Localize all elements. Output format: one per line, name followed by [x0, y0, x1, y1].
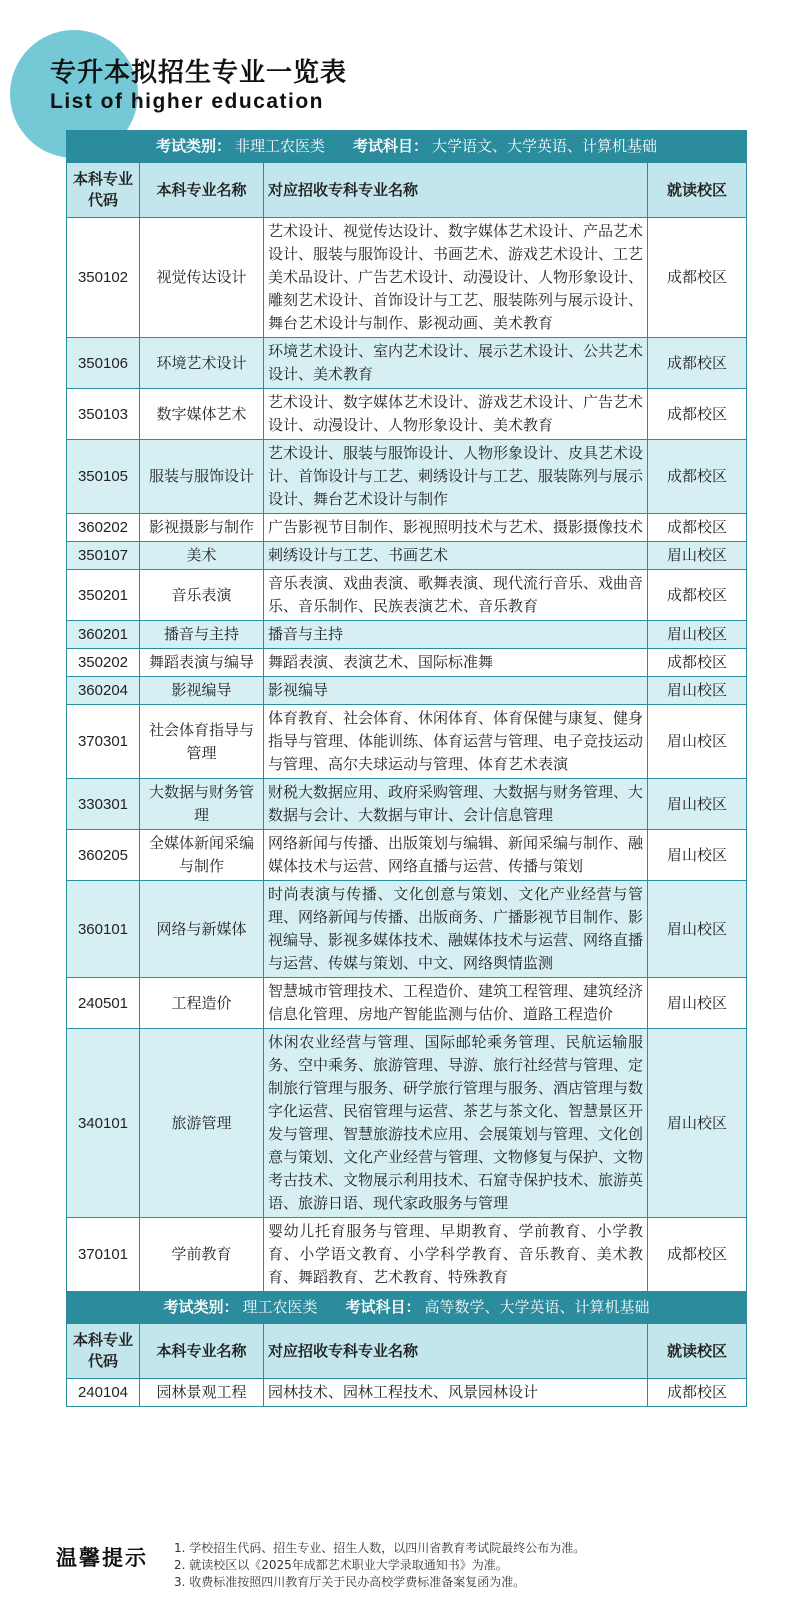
diploma-majors-cell: 财税大数据应用、政府采购管理、大数据与财务管理、大数据与会计、大数据与审计、会计信息管理 [264, 779, 648, 830]
table-row [67, 1379, 747, 1407]
major-name-cell: 工程造价 [140, 978, 264, 1029]
diploma-majors-cell: 网络新闻与传播、出版策划与编辑、新闻采编与制作、融媒体技术与运营、网络直播与运营、传播与策划 [264, 830, 648, 881]
major-name-cell: 大数据与财务管理 [140, 779, 264, 830]
tips-title: 温馨提示 [56, 1546, 148, 1570]
table-row [67, 1029, 747, 1218]
campus-cell: 眉山校区 [648, 779, 747, 830]
major-name-cell: 服装与服饰设计 [140, 440, 264, 514]
major-name-cell: 学前教育 [140, 1218, 264, 1292]
major-code-cell: 350107 [67, 542, 140, 570]
table-row [67, 440, 747, 514]
major-code-cell: 240501 [67, 978, 140, 1029]
diploma-majors-cell: 婴幼儿托育服务与管理、早期教育、学前教育、小学教育、小学语文教育、小学科学教育、音乐教育、美术教育、舞蹈教育、艺术教育、特殊教育 [264, 1218, 648, 1292]
header-diploma: 对应招收专科专业名称 [264, 1324, 648, 1379]
table-row [67, 830, 747, 881]
majors-table-container [66, 130, 746, 1407]
page-subtitle-en: List of higher education [50, 90, 325, 113]
table-row [67, 1218, 747, 1292]
diploma-majors-cell: 播音与主持 [264, 621, 648, 649]
diploma-majors-cell: 刺绣设计与工艺、书画艺术 [264, 542, 648, 570]
major-name-cell: 环境艺术设计 [140, 338, 264, 389]
major-code-cell: 360202 [67, 514, 140, 542]
category-label: 考试类别： [163, 1298, 239, 1316]
diploma-majors-cell: 体育教育、社会体育、休闲体育、体育保健与康复、健身指导与管理、体能训练、体育运营与管理、电子竞技运动与管理、高尔夫球运动与管理、体育艺术表演 [264, 705, 648, 779]
header-campus: 就读校区 [648, 1324, 747, 1379]
major-name-cell: 音乐表演 [140, 570, 264, 621]
table-row [67, 542, 747, 570]
category-value: 理工农医类 [242, 1298, 318, 1316]
major-code-cell: 350106 [67, 338, 140, 389]
tips-list [174, 1540, 585, 1591]
category-label: 考试类别： [155, 137, 231, 155]
header-major: 本科专业名称 [140, 163, 264, 218]
campus-cell: 眉山校区 [648, 705, 747, 779]
table-row [67, 514, 747, 542]
major-name-cell: 网络与新媒体 [140, 881, 264, 978]
diploma-majors-cell: 艺术设计、服装与服饰设计、人物形象设计、皮具艺术设计、首饰设计与工艺、刺绣设计与工艺、服装陈列与展示设计、舞台艺术设计与制作 [264, 440, 648, 514]
diploma-majors-cell: 舞蹈表演、表演艺术、国际标准舞 [264, 649, 648, 677]
major-code-cell: 350103 [67, 389, 140, 440]
table-row [67, 779, 747, 830]
campus-cell: 成都校区 [648, 338, 747, 389]
campus-cell: 眉山校区 [648, 542, 747, 570]
diploma-majors-cell: 智慧城市管理技术、工程造价、建筑工程管理、建筑经济信息化管理、房地产智能监测与估价、道路工程造价 [264, 978, 648, 1029]
tip-item: 2. 就读校区以《2025年成都艺术职业大学录取通知书》为准。 [174, 1558, 508, 1572]
diploma-majors-cell: 艺术设计、数字媒体艺术设计、游戏艺术设计、广告艺术设计、动漫设计、人物形象设计、美术教育 [264, 389, 648, 440]
campus-cell: 眉山校区 [648, 881, 747, 978]
section-band-science [67, 1292, 747, 1324]
major-code-cell: 360201 [67, 621, 140, 649]
subjects-label: 考试科目： [345, 1298, 421, 1316]
header-diploma: 对应招收专科专业名称 [264, 163, 648, 218]
campus-cell: 眉山校区 [648, 677, 747, 705]
table-row [67, 621, 747, 649]
diploma-majors-cell: 园林技术、园林工程技术、风景园林设计 [264, 1379, 648, 1407]
page-title: 专升本拟招生专业一览表 [50, 58, 348, 88]
table-row [67, 389, 747, 440]
majors-table [66, 130, 747, 1407]
campus-cell: 成都校区 [648, 440, 747, 514]
table-row [67, 978, 747, 1029]
major-code-cell: 330301 [67, 779, 140, 830]
major-code-cell: 360205 [67, 830, 140, 881]
table-row [67, 677, 747, 705]
major-code-cell: 350201 [67, 570, 140, 621]
diploma-majors-cell: 时尚表演与传播、文化创意与策划、文化产业经营与管理、网络新闻与传播、出版商务、广播影视节目制作、影视编导、影视多媒体技术、融媒体技术与运营、网络直播与运营、传媒与策划、中文、网络舆情监测 [264, 881, 648, 978]
table-row [67, 881, 747, 978]
campus-cell: 成都校区 [648, 514, 747, 542]
campus-cell: 眉山校区 [648, 978, 747, 1029]
tip-item: 1. 学校招生代码、招生专业、招生人数，以四川省教育考试院最终公布为准。 [174, 1541, 586, 1555]
major-code-cell: 340101 [67, 1029, 140, 1218]
campus-cell: 成都校区 [648, 1218, 747, 1292]
tip-item: 3. 收费标准按照四川教育厅关于民办高校学费标准备案复函为准。 [174, 1575, 526, 1589]
major-name-cell: 影视编导 [140, 677, 264, 705]
table-row [67, 705, 747, 779]
campus-cell: 成都校区 [648, 1379, 747, 1407]
table-row [67, 649, 747, 677]
campus-cell: 成都校区 [648, 389, 747, 440]
diploma-majors-cell: 艺术设计、视觉传达设计、数字媒体艺术设计、产品艺术设计、服装与服饰设计、书画艺术、游戏艺术设计、工艺美术品设计、广告艺术设计、动漫设计、人物形象设计、雕刻艺术设计、首饰设计与工艺、服装陈列与展示设计、舞台艺术设计与制作、影视动画、美术教育 [264, 218, 648, 338]
major-name-cell: 园林景观工程 [140, 1379, 264, 1407]
table-row [67, 570, 747, 621]
diploma-majors-cell: 广告影视节目制作、影视照明技术与艺术、摄影摄像技术 [264, 514, 648, 542]
major-code-cell: 360204 [67, 677, 140, 705]
major-code-cell: 360101 [67, 881, 140, 978]
header-campus: 就读校区 [648, 163, 747, 218]
major-name-cell: 数字媒体艺术 [140, 389, 264, 440]
major-name-cell: 全媒体新闻采编与制作 [140, 830, 264, 881]
campus-cell: 眉山校区 [648, 830, 747, 881]
category-value: 非理工农医类 [234, 137, 325, 155]
table-row [67, 338, 747, 389]
section-band-non-science [67, 131, 747, 163]
diploma-majors-cell: 环境艺术设计、室内艺术设计、展示艺术设计、公共艺术设计、美术教育 [264, 338, 648, 389]
header-major: 本科专业名称 [140, 1324, 264, 1379]
table-header-row [67, 1324, 747, 1379]
major-name-cell: 舞蹈表演与编导 [140, 649, 264, 677]
subjects-value: 高等数学、大学英语、计算机基础 [424, 1298, 650, 1316]
campus-cell: 成都校区 [648, 218, 747, 338]
campus-cell: 眉山校区 [648, 621, 747, 649]
table-row [67, 218, 747, 338]
major-name-cell: 旅游管理 [140, 1029, 264, 1218]
campus-cell: 成都校区 [648, 649, 747, 677]
subjects-value: 大学语文、大学英语、计算机基础 [432, 137, 658, 155]
diploma-majors-cell: 音乐表演、戏曲表演、歌舞表演、现代流行音乐、戏曲音乐、音乐制作、民族表演艺术、音乐教育 [264, 570, 648, 621]
header-code: 本科专业代码 [67, 163, 140, 218]
major-name-cell: 美术 [140, 542, 264, 570]
major-code-cell: 370101 [67, 1218, 140, 1292]
major-code-cell: 350102 [67, 218, 140, 338]
diploma-majors-cell: 影视编导 [264, 677, 648, 705]
major-name-cell: 视觉传达设计 [140, 218, 264, 338]
major-code-cell: 370301 [67, 705, 140, 779]
major-name-cell: 播音与主持 [140, 621, 264, 649]
campus-cell: 眉山校区 [648, 1029, 747, 1218]
major-name-cell: 社会体育指导与管理 [140, 705, 264, 779]
major-name-cell: 影视摄影与制作 [140, 514, 264, 542]
subjects-label: 考试科目： [353, 137, 429, 155]
table-header-row [67, 163, 747, 218]
diploma-majors-cell: 休闲农业经营与管理、国际邮轮乘务管理、民航运输服务、空中乘务、旅游管理、导游、旅行社经营与管理、定制旅行管理与服务、研学旅行管理与服务、酒店管理与数字化运营、民宿管理与运营、茶艺与茶文化、智慧景区开发与管理、智慧旅游技术应用、会展策划与管理、文化创意与策划、文化产业经营与管理、文物修复与保护、文物考古技术、文物展示利用技术、石窟寺保护技术、旅游英语、旅游日语、现代家政服务与管理 [264, 1029, 648, 1218]
header-code: 本科专业代码 [67, 1324, 140, 1379]
campus-cell: 成都校区 [648, 570, 747, 621]
major-code-cell: 350105 [67, 440, 140, 514]
major-code-cell: 350202 [67, 649, 140, 677]
major-code-cell: 240104 [67, 1379, 140, 1407]
